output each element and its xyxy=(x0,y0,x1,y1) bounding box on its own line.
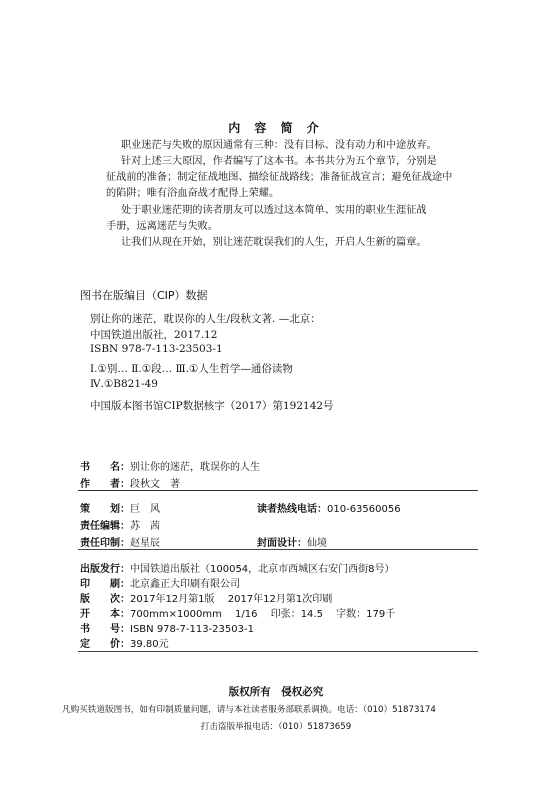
intro-paragraph: 的陷阱；唯有浴血奋战才配得上荣耀。 xyxy=(106,188,280,199)
planner-value: 巨 风 xyxy=(130,504,160,515)
editor-row xyxy=(80,517,160,532)
intro-title: 内 容 简 介 xyxy=(228,121,324,135)
cover-row xyxy=(257,534,327,549)
cover-value: 仙境 xyxy=(307,538,327,549)
cip-line: 别让你的迷茫，耽误你的人生/段秋文著. —北京： xyxy=(90,313,321,325)
hotline-label: 读者热线电话： xyxy=(257,504,327,515)
copyright-notice: 凡购买铁道版图书，如有印制质量问题，请与本社读者服务部联系调换。电话：（010）51873174 xyxy=(62,705,436,715)
cip-heading: 图书在版编目（CIP）数据 xyxy=(80,289,208,302)
hotline-value: 010-63560056 xyxy=(327,504,401,515)
format-label: 开 本： xyxy=(80,609,130,620)
isbn-label: 书 号： xyxy=(80,624,130,635)
printer-label: 责任印制： xyxy=(80,538,130,549)
issuer-row xyxy=(80,560,395,575)
price-row xyxy=(80,635,169,650)
print-row xyxy=(80,575,240,590)
copyright-heading: 版权所有 侵权必究 xyxy=(228,686,324,698)
hotline-row xyxy=(257,500,401,515)
cip-line: 中国铁道出版社，2017.12 xyxy=(90,329,218,341)
book-author-row xyxy=(80,475,180,490)
edition-value: 2017年12月第1版 2017年12月第1次印刷 xyxy=(130,594,333,605)
intro-paragraph: 手册，远离迷茫与失败。 xyxy=(106,221,219,232)
book-author-value: 段秋文 著 xyxy=(130,479,180,490)
format-row xyxy=(80,605,395,620)
cip-line: Ⅰ.①别… Ⅱ.①段… Ⅲ.①人生哲学—通俗读物 xyxy=(90,363,293,375)
intro-paragraph: 针对上述三大原因，作者编写了这本书。本书共分为五个章节，分别是 xyxy=(121,156,437,167)
intro-paragraph: 职业迷茫与失败的原因通常有三种：没有目标、没有动力和中途放弃。 xyxy=(121,140,437,151)
intro-paragraph: 处于职业迷茫期的读者朋友可以透过这本简单、实用的职业生涯征战 xyxy=(121,205,427,216)
price-label: 定 价： xyxy=(80,639,130,650)
editor-value: 苏 茜 xyxy=(130,521,160,532)
book-author-label: 作 者： xyxy=(80,479,130,490)
cip-line: ISBN 978-7-113-23503-1 xyxy=(90,343,223,355)
edition-label: 版 次： xyxy=(80,594,130,605)
print-value: 北京鑫正大印刷有限公司 xyxy=(130,579,240,590)
cip-line: Ⅳ.①B821-49 xyxy=(90,378,158,390)
book-title-row xyxy=(80,458,260,473)
printer-value: 赵星辰 xyxy=(130,538,160,549)
cip-line: 中国版本图书馆CIP数据核字（2017）第192142号 xyxy=(90,400,334,412)
divider xyxy=(78,651,478,652)
printer-row xyxy=(80,534,160,549)
planner-row xyxy=(80,500,160,515)
book-title-value: 别让你的迷茫，耽误你的人生 xyxy=(130,462,260,473)
piracy-hotline: 打击盗版举报电话：（010）51873659 xyxy=(200,722,352,732)
editor-label: 责任编辑： xyxy=(80,521,130,532)
edition-row xyxy=(80,590,332,605)
price-value: 39.80元 xyxy=(130,639,169,650)
cover-label: 封面设计： xyxy=(257,538,307,549)
planner-label: 策 划： xyxy=(80,504,130,515)
isbn-value: ISBN 978-7-113-23503-1 xyxy=(130,624,254,635)
print-label: 印 刷： xyxy=(80,579,130,590)
issuer-label: 出版发行： xyxy=(80,564,130,575)
format-value: 700mm×1000mm 1/16 印张：14.5 字数：179千 xyxy=(130,609,396,620)
divider xyxy=(78,549,478,550)
isbn-row xyxy=(80,620,254,635)
issuer-value: 中国铁道出版社（100054，北京市西城区右安门西街8号） xyxy=(130,564,395,575)
book-title-label: 书 名： xyxy=(80,462,130,473)
intro-paragraph: 让我们从现在开始，别让迷茫耽误我们的人生，开启人生新的篇章。 xyxy=(121,237,427,248)
divider xyxy=(78,490,478,491)
intro-paragraph: 征战前的准备；制定征战地图、描绘征战路线；准备征战宣言；避免征战途中 xyxy=(106,172,453,183)
